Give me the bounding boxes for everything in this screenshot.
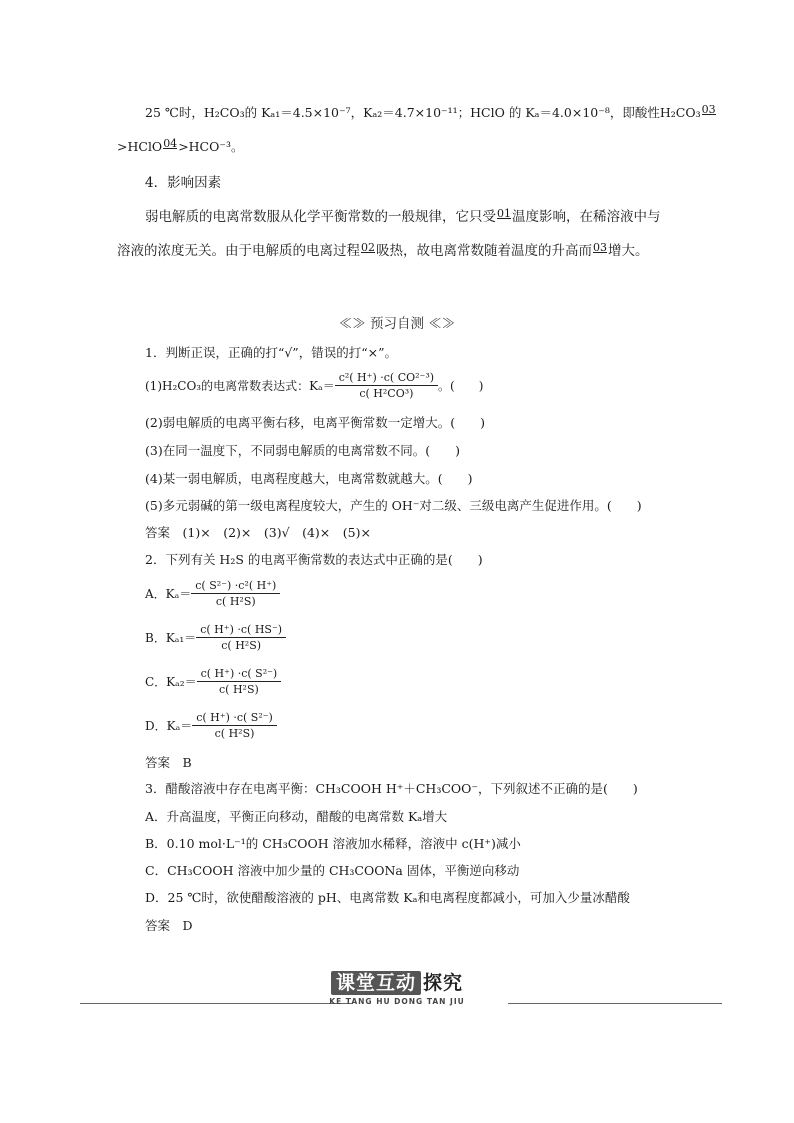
- banner-pinyin: KE TANG HU DONG TAN JIU: [329, 997, 465, 1006]
- ka-values-line: 25 ℃时，H₂CO₃的 Kₐ₁＝4.5×10⁻⁷，Kₐ₂＝4.7×10⁻¹¹；HClO 的 Kₐ＝4.0×10⁻⁸，即酸性H₂CO₃ 03: [145, 104, 717, 124]
- q1-item-2: (2)弱电解质的电离平衡右移，电离平衡常数一定增大。( ): [145, 415, 485, 430]
- section-heading: 4．影响因素: [145, 175, 222, 191]
- q1-stem: 1．判断正误，正确的打“√”，错误的打“×”。: [145, 345, 397, 360]
- q3-option-d: D．25 ℃时，欲使醋酸溶液的 pH、电离常数 Kₐ和电离程度都减小，可加入少量冰醋酸: [145, 890, 630, 905]
- blank-03: 03: [702, 104, 716, 124]
- q1-answer: 答案 (1)× (2)× (3)√ (4)× (5)×: [145, 525, 371, 540]
- banner-highlight: 课堂互动: [331, 971, 421, 995]
- blank-02: 02: [361, 242, 375, 262]
- blank-04: 04: [163, 138, 177, 158]
- q3-option-b: B．0.10 mol·L⁻¹的 CH₃COOH 溶液加水稀释，溶液中 c(H⁺)减小: [145, 836, 521, 851]
- section-banner: [0, 968, 794, 1008]
- q3-answer: 答案 D: [145, 918, 193, 933]
- q2-option-a: A．Kₐ＝ $\frac{\text{c( S²⁻) ·c²( H⁺)}}{\text{c( H²S)}}$: [145, 578, 280, 609]
- q3-option-c: C．CH₃COOH 溶液中加少量的 CH₃COONa 固体，平衡逆向移动: [145, 863, 520, 878]
- q3-option-a: A．升高温度，平衡正向移动，醋酸的电离常数 Kₐ增大: [145, 809, 448, 824]
- factors-line-1: 弱电解质的电离常数服从化学平衡常数的一般规律，它只受 01 温度影响，在稀溶液中与: [145, 208, 661, 228]
- q2-option-c: C．Kₐ₂＝ $\frac{\text{c( H⁺) ·c( S²⁻)}}{\text{c( H²S)}}$: [145, 666, 281, 697]
- q2-option-b: B．Kₐ₁＝ $\frac{c( H^+) \cdot c( HS^-)}{\text{c( H²S)}}$: [145, 622, 286, 653]
- q1-item-4: (4)某一弱电解质，电离程度越大，电离常数就越大。( ): [145, 471, 473, 486]
- q3-stem: 3．醋酸溶液中存在电离平衡：CH₃COOH H⁺＋CH₃COO⁻，下列叙述不正确的是( ): [145, 781, 638, 796]
- preview-section-title: ≪≫ 预习自测 ≪≫: [338, 316, 456, 332]
- banner-rest: 探究: [422, 972, 463, 994]
- acidity-order-line: >HClO 04 >HCO⁻³。: [117, 138, 243, 158]
- q2-option-d: D．Kₐ＝ $\frac{\text{c( H⁺) ·c( S²⁻)}}{\text{c( H²S)}}$: [145, 710, 277, 741]
- q1-item-3: (3)在同一温度下，不同弱电解质的电离常数不同。( ): [145, 443, 460, 458]
- q1-fraction: $\frac{\text{c²( H⁺) ·c( CO²⁻³)}}{\text{c( H²CO³)}}$: [335, 370, 438, 401]
- factors-line-2: 溶液的浓度无关。由于电解质的电离过程 02 吸热，故电离常数随着温度的升高而 03 增大。: [117, 242, 649, 262]
- q1-item-5: (5)多元弱碱的第一级电离程度较大，产生的 OH⁻对二级、三级电离产生促进作用。( ): [145, 498, 642, 513]
- q1-item-1: (1)H₂CO₃的电离常数表达式：Kₐ＝ $\frac{\text{c²( H⁺) ·c( CO²⁻³)}}{\text{c( H²CO³)}}$ 。( ): [145, 371, 484, 400]
- q2-answer: 答案 B: [145, 755, 192, 770]
- blank-03b: 03: [593, 242, 607, 262]
- blank-01: 01: [497, 208, 511, 228]
- q2-stem: 2．下列有关 H₂S 的电离平衡常数的表达式中正确的是( ): [145, 552, 483, 567]
